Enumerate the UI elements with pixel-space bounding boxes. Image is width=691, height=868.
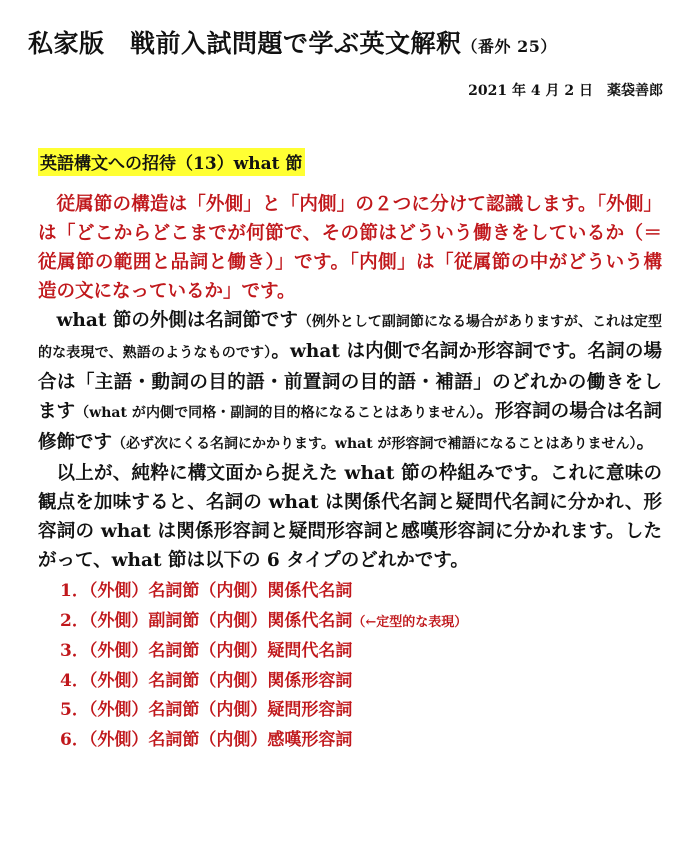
paragraph-2-text-a: what 節の外側は名詞節です	[56, 310, 298, 331]
title-suffix: （番外 25）	[461, 37, 557, 56]
page-title	[28, 24, 557, 60]
list-item-text: 2．（外側）副詞節（内側）関係代名詞	[60, 610, 353, 631]
section-heading: 英語構文への招待（13）what 節	[38, 148, 305, 176]
paragraph-2	[38, 306, 662, 459]
document-body	[38, 190, 662, 755]
list-item	[38, 726, 662, 756]
paragraph-1: 従属節の構造は「外側」と「内側」の２つに分けて認識します。「外側」は「どこからどこまでが何節で、その節はどういう働きをしているか（＝従属節の範囲と品詞と働き）」です。「内側」は「従属節の中がどういう構造の文になっているか」です。	[38, 194, 662, 302]
list-item-text: 6．（外側）名詞節（内側）感嘆形容詞	[60, 729, 353, 750]
paragraph-2-text-d: 。	[636, 432, 656, 453]
list-item-text: 1．（外側）名詞節（内側）関係代名詞	[60, 581, 353, 601]
list-item	[38, 637, 662, 667]
list-item	[38, 607, 662, 638]
list-item	[38, 696, 662, 726]
list-item-note: （←定型的な表現）	[352, 614, 468, 630]
list-item-text: 5．（外側）名詞節（内側）疑問形容詞	[60, 700, 353, 720]
paragraph-2-note-3: （必ず次にくる名詞にかかります。what が形容詞で補語になることはありません）	[112, 436, 637, 452]
title-main: 私家版 戦前入試問題で学ぶ英文解釈	[28, 29, 462, 58]
what-clause-type-list	[38, 577, 662, 755]
date-author: 2021 年 4 月 2 日 薬袋善郎	[468, 83, 663, 99]
list-item	[38, 667, 662, 697]
list-item-text: 4．（外側）名詞節（内側）関係形容詞	[60, 670, 353, 691]
list-item	[38, 577, 662, 607]
paragraph-2-text-b: 。what は内側で名詞か形容詞です。名詞の場合は「主語・動詞の目的語・前置詞の目的語・補語」のどれかの働きをします	[38, 341, 662, 422]
paragraph-2-note-2: （what が内側で同格・副詞的目的格になることはありません）	[75, 405, 477, 421]
paragraph-2-note-1: （例外として副詞節になる場合がありますが、これは定型的な表現で、熟語のようなものです）	[38, 314, 663, 361]
paragraph-2-text-c: 。形容詞の場合は名詞修飾です	[38, 401, 662, 453]
paragraph-3: 以上が、純粋に構文面から捉えた what 節の枠組みです。これに意味の観点を加味すると、名詞の what は関係代名詞と疑問代名詞に分かれ、形容詞の what は関係形容詞と疑問形容詞と感嘆形容詞に分かれます。したがって、what 節は以下の 6 タイプのどれかです。	[38, 463, 662, 571]
list-item-text: 3．（外側）名詞節（内側）疑問代名詞	[60, 641, 353, 661]
